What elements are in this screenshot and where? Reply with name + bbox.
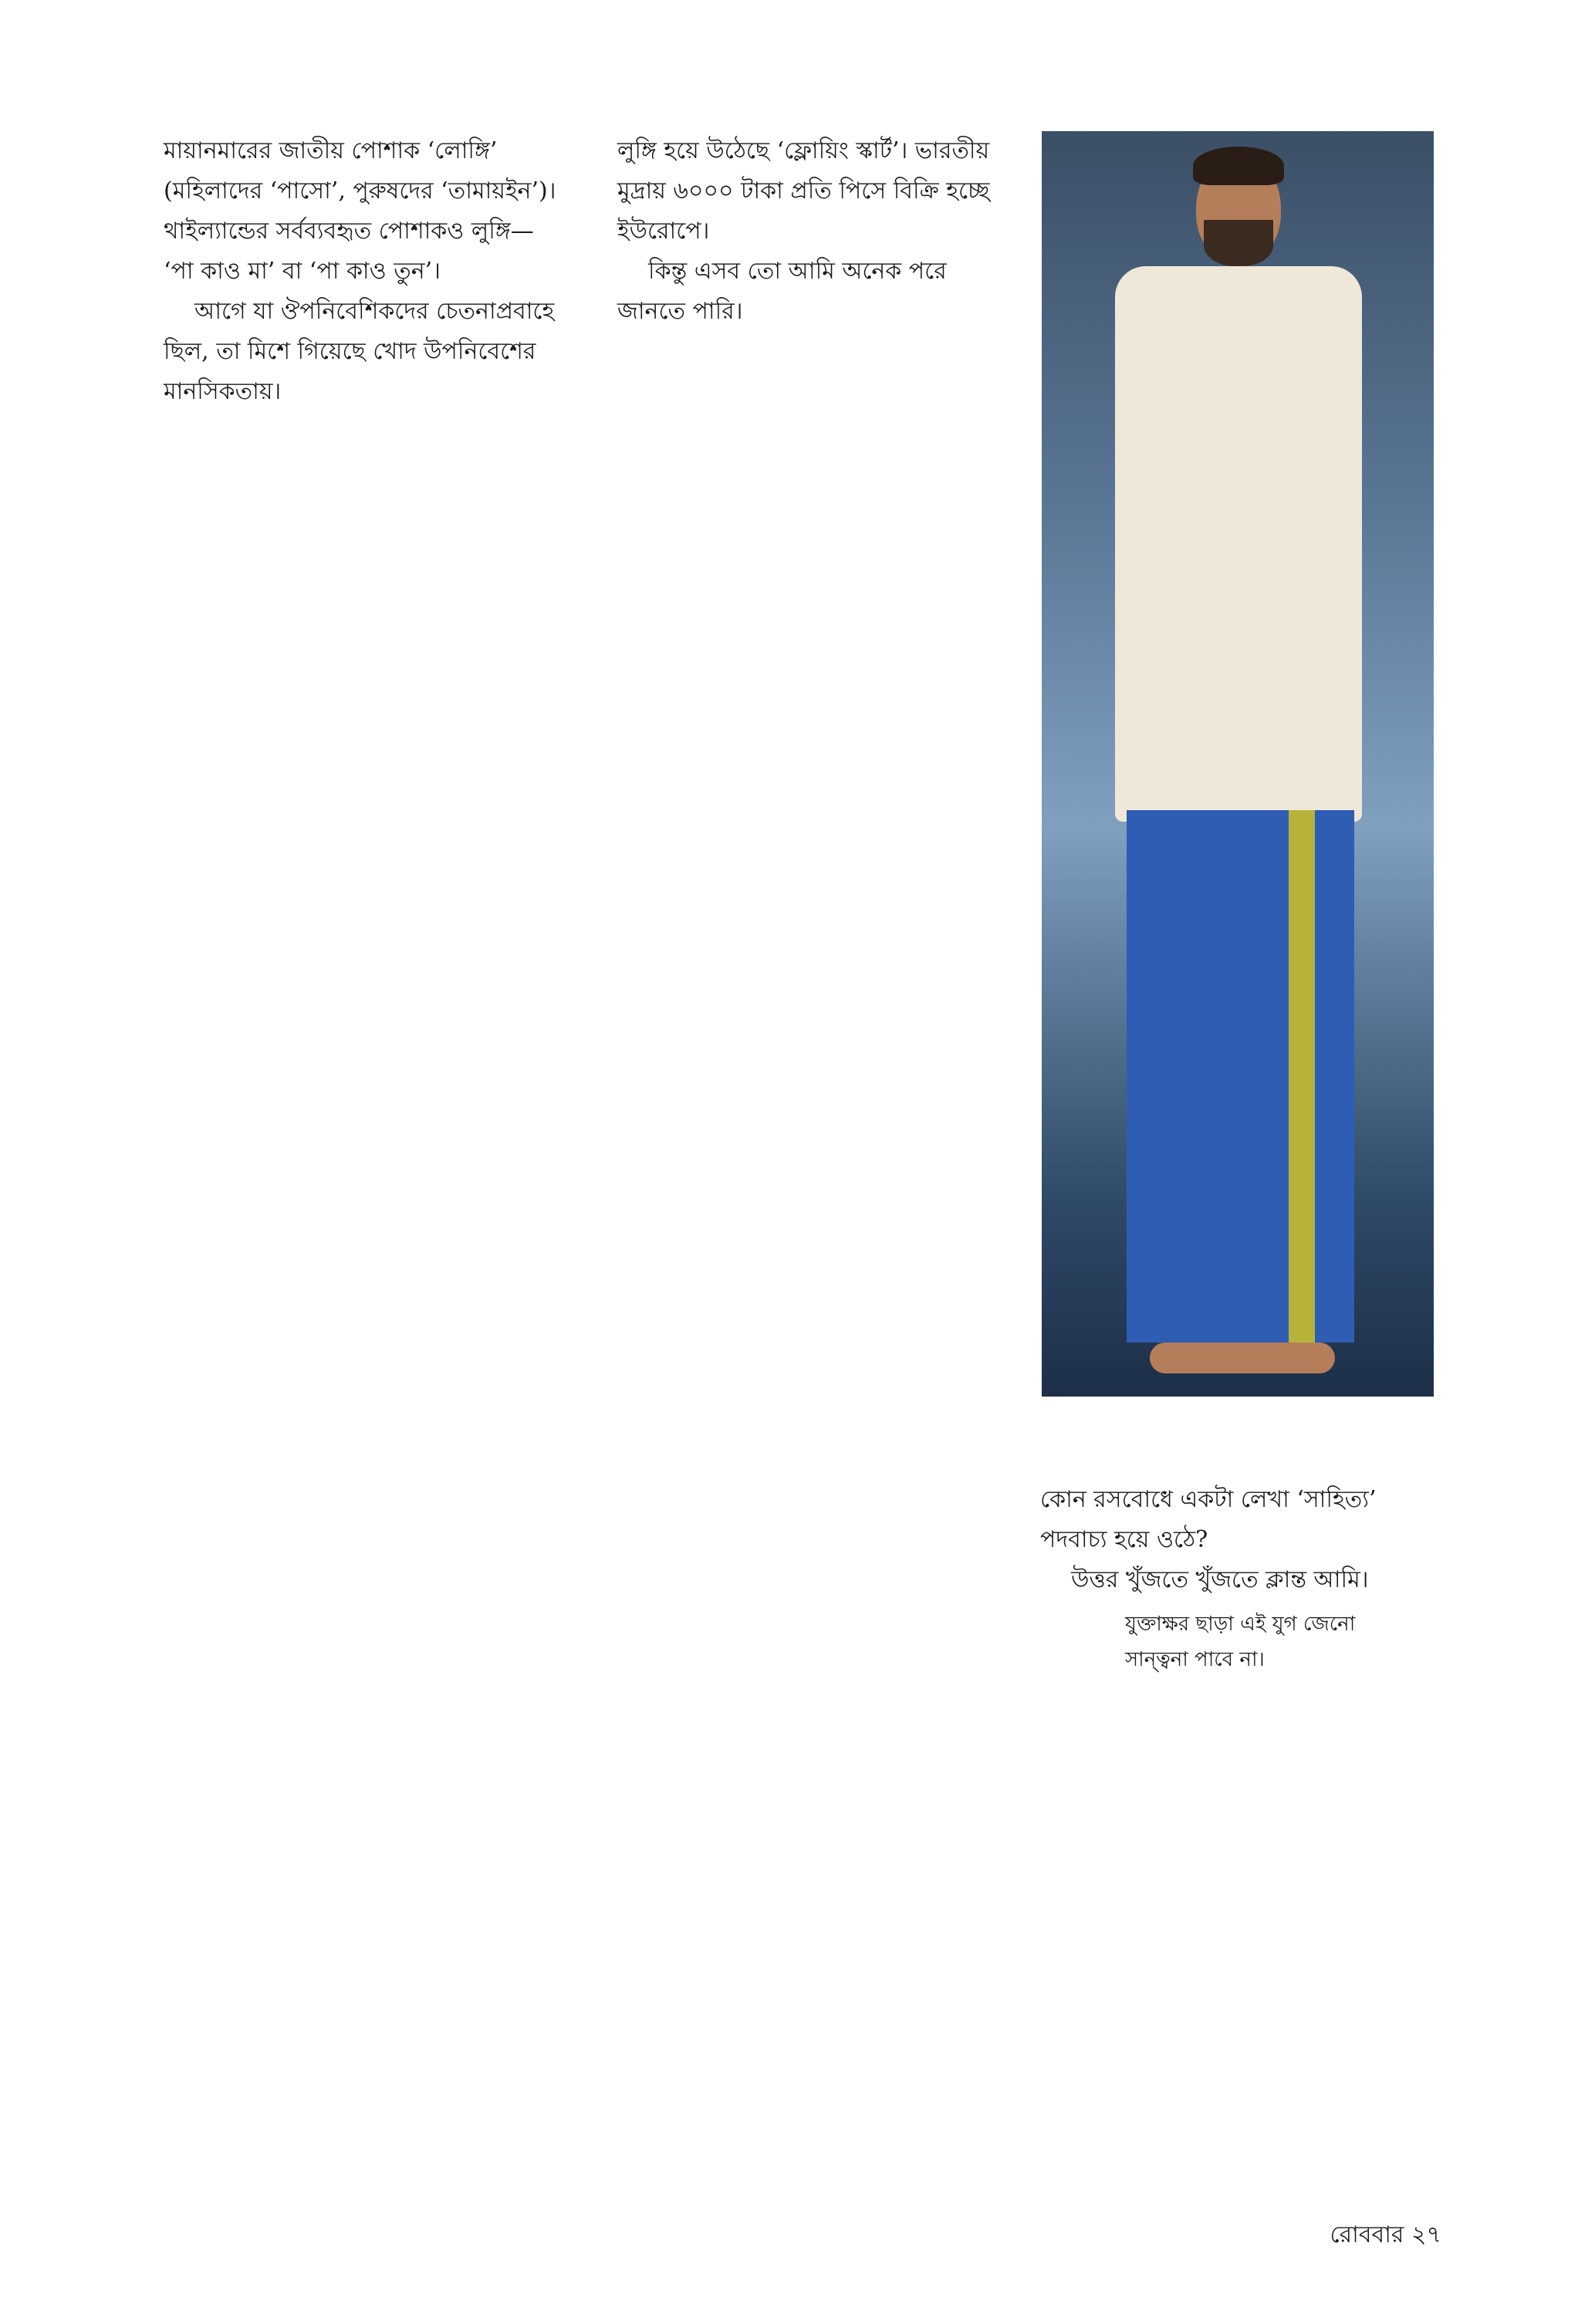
model-in-lungi-photo [1042, 131, 1434, 1397]
feet-shape [1150, 1343, 1335, 1373]
paragraph: লুঙ্গি হয়ে উঠেছে ‘ফ্লোয়িং স্কার্ট’। ভারতীয় মুদ্রায় ৬০০০ টাকা প্রতি পিসে বিক্রি হচ্ছে ইউরোপে। [617, 137, 990, 245]
paragraph: কোন রসবোধে একটা লেখা ‘সাহিত্য’ পদবাচ্য হয়ে ওঠে? [1040, 1486, 1377, 1553]
article-column-1 [164, 131, 557, 412]
quoted-verse [1125, 1606, 1434, 1677]
shirt-shape [1115, 266, 1362, 822]
lungi-border-stripe [1289, 810, 1315, 1343]
paragraph: মায়ানমারের জাতীয় পোশাক ‘লোঙ্গি’ (মহিলাদের ‘পাসো’, পুরুষদের ‘তামায়ইন’)। থাইল্যান্ডের সর্বব্যবহৃত পোশাকও লুঙ্গি— ‘পা কাও মা’ বা ‘পা কাও তুন’। [164, 137, 556, 285]
verse-line: যুক্তাক্ষর ছাড়া এই যুগ জেনো [1125, 1613, 1356, 1636]
paragraph: কিন্তু এসব তো আমি অনেক পরে জানতে পারি। [617, 258, 947, 325]
paragraph: উত্তর খুঁজতে খুঁজতে ক্লান্ত আমি। [1071, 1566, 1369, 1593]
beard-shape [1204, 220, 1273, 266]
lungi-shape [1127, 810, 1354, 1343]
article-column-3 [1040, 1480, 1434, 1677]
verse-line: সান্ত্বনা পাবে না। [1125, 1648, 1265, 1671]
article-column-2 [617, 131, 1011, 332]
page-folio: রোববার ২৭ [1330, 2221, 1441, 2248]
paragraph: আগে যা ঔপনিবেশিকদের চেতনাপ্রবাহে ছিল, তা মিশে গিয়েছে খোদ উপনিবেশের মানসিকতায়। [164, 298, 555, 405]
hair-shape [1193, 147, 1284, 185]
